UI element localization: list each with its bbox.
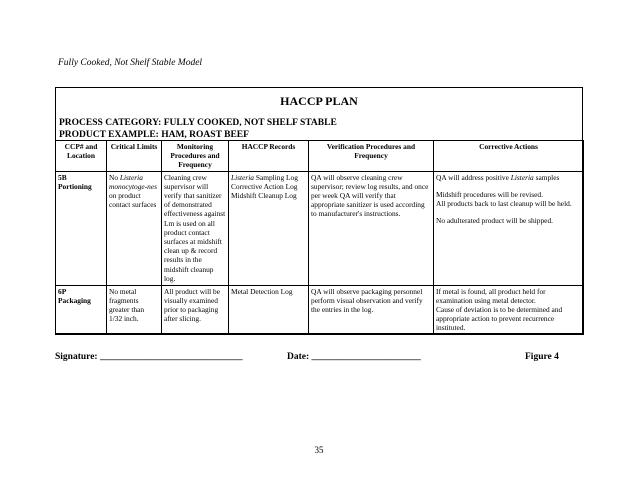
col-header-monitoring: Monitoring Procedures and Frequency bbox=[162, 141, 229, 172]
corrective-cell bbox=[434, 171, 584, 285]
ccp-cell bbox=[56, 171, 107, 285]
corrective-post: samples bbox=[533, 172, 560, 182]
model-header: Fully Cooked, Not Shelf Stable Model bbox=[58, 58, 203, 68]
ccp-cell bbox=[56, 285, 107, 334]
corrective-pre: QA will address positive bbox=[436, 172, 511, 182]
record-line: Midshift Cleanup Log bbox=[231, 191, 297, 201]
monitoring-cell: Cleaning crew supervisor will verify that sanitizer of demonstrated effectiveness against Lm is used on all product contact surfaces at midshift clean up & record results in the midshift cleanup log. bbox=[162, 171, 229, 285]
ccp-id: 6P bbox=[58, 286, 67, 296]
signature-field: Signature: ______________________________ bbox=[55, 352, 243, 362]
col-header-corrective: Corrective Actions bbox=[434, 141, 584, 172]
table-row bbox=[56, 171, 584, 285]
record-line bbox=[231, 173, 306, 182]
table-row bbox=[56, 285, 584, 334]
corrective-line: If metal is found, all product held for examination using metal detector. bbox=[436, 286, 546, 305]
record-italic: Listeria bbox=[231, 172, 254, 182]
limits-text-italic: Listeria monocytoge-nes bbox=[109, 172, 158, 191]
limits-text-post: on product contact surfaces bbox=[109, 191, 157, 210]
product-example: PRODUCT EXAMPLE: HAM, ROAST BEEF bbox=[59, 130, 249, 140]
corrective-cell bbox=[434, 285, 584, 334]
corrective-line: Midshift procedures will be revised. bbox=[436, 189, 543, 199]
plan-title: HACCP PLAN bbox=[280, 94, 358, 108]
corrective-line: Cause of deviation is to be determined and appropriate action to prevent recurrence instituted. bbox=[436, 305, 563, 333]
haccp-plan-box bbox=[55, 87, 583, 334]
process-category: PROCESS CATEGORY: FULLY COOKED, NOT SHELF STABLE bbox=[59, 118, 337, 128]
col-header-ccp: CCP# and Location bbox=[56, 141, 107, 172]
record-post: Sampling Log bbox=[254, 172, 298, 182]
corrective-line bbox=[436, 173, 581, 182]
corrective-line: All products back to last cleanup will be held. bbox=[436, 199, 572, 209]
ccp-location: Portioning bbox=[58, 181, 92, 191]
ccp-id: 5B bbox=[58, 172, 67, 182]
ccp-location: Packaging bbox=[58, 295, 91, 305]
haccp-table bbox=[55, 140, 584, 335]
col-header-limits: Critical Limits bbox=[107, 141, 162, 172]
records-cell: Metal Detection Log bbox=[229, 285, 309, 334]
verification-cell: QA will observe packaging personnel perform visual observation and verify the entries in the log. bbox=[309, 285, 434, 334]
table-header-row bbox=[56, 141, 584, 172]
verification-cell: QA will observe cleaning crew supervisor; review log results, and once per week QA will verify that appropriate sanitizer is used according to manufacturer's instructions. bbox=[309, 171, 434, 285]
limits-cell: No metal fragments greater than 1/32 inch. bbox=[107, 285, 162, 334]
corrective-italic: Listeria bbox=[510, 172, 534, 182]
col-header-records: HACCP Records bbox=[229, 141, 309, 172]
records-cell bbox=[229, 171, 309, 285]
limits-text-pre: No bbox=[109, 172, 120, 182]
col-header-verification: Verification Procedures and Frequency bbox=[309, 141, 434, 172]
record-line: Corrective Action Log bbox=[231, 181, 298, 191]
date-field: Date: _______________________ bbox=[287, 352, 421, 362]
figure-label: Figure 4 bbox=[525, 352, 559, 362]
limits-cell bbox=[107, 171, 162, 285]
monitoring-cell: All product will be visually examined prior to packaging after slicing. bbox=[162, 285, 229, 334]
page-number: 35 bbox=[314, 445, 324, 455]
corrective-line: No adulterated product will be shipped. bbox=[436, 216, 553, 226]
